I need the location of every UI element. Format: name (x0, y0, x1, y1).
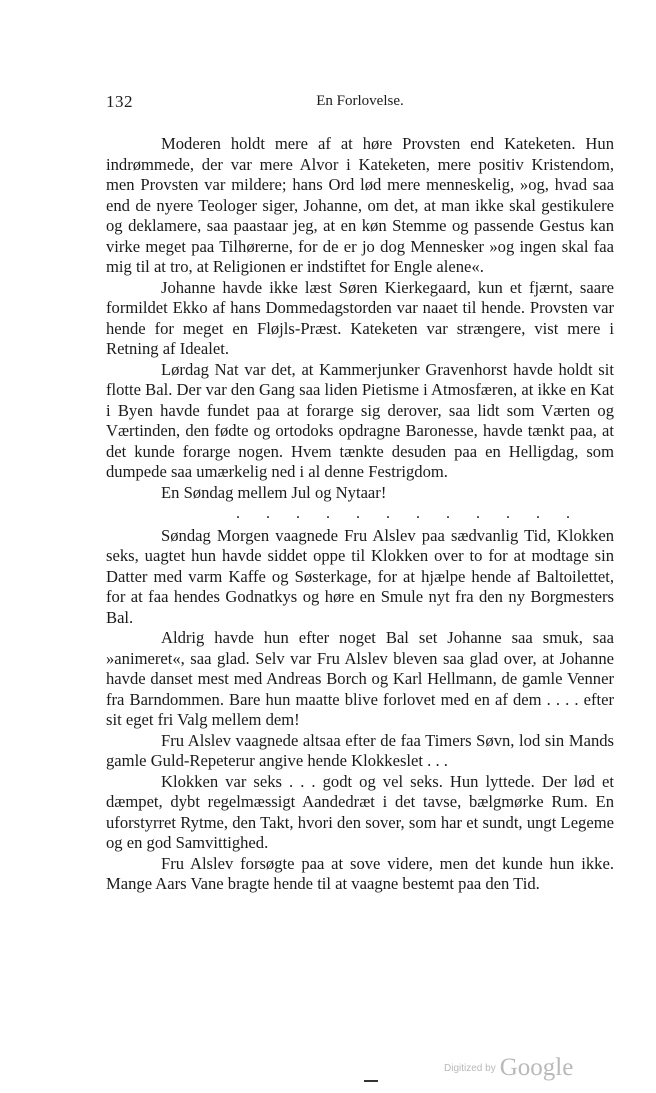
paragraph: Fru Alslev vaagnede altsaa efter de faa Timers Søvn, lod sin Mands gamle Guld-Repeterur angive hende Klokkeslet . . . (106, 730, 614, 770)
section-separator: . . . . . . . . . . . . (236, 505, 581, 522)
watermark-prefix: Digitized by (444, 1063, 496, 1074)
paragraph: Fru Alslev forsøgte paa at sove videre, men det kunde hun ikke. Mange Aars Vane bragte hende til at vaagne bestemt paa den Tid. (106, 853, 614, 893)
page-header (106, 92, 614, 118)
paragraph: Johanne havde ikke læst Søren Kierkegaard, kun et fjærnt, saare formildet Ekko af hans Dommedagstorden var naaet til hende. Provsten var hende for meget en Fløjls-Præst. Kateketen var strængere, vist mere i Retning af Idealet. (106, 277, 614, 358)
paragraph: Lørdag Nat var det, at Kammerjunker Gravenhorst havde holdt sit flotte Bal. Der var den Gang saa liden Pietisme i Atmosfæren, at ikke en Kat i Byen havde fundet paa at forarge sig derover, saa lidt som Værten og Værtinden, den fødte og ortodoks opdragne Baronesse, havde tænkt paa, at det kunde forarge nogen. Hvem tænkte desuden paa en Helligdag, som dumpede saa umærkelig ned i al denne Festrigdom. (106, 359, 614, 481)
paragraph: Moderen holdt mere af at høre Provsten end Kateketen. Hun indrømmede, der var mere Alvor i Kateketen, mere positiv Kristendom, men Provsten var mildere; hans Ord lød mere menneskelig, »og, hvad saa end de nyere Teologer siger, Johanne, om det, at man ikke skal gestikulere og deklamere, saa paastaar jeg, at en køn Stemme og passende Gestus kan virke meget paa Tilhørerne, for de er jo dog Mennesker »og ingen skal faa mig til at tro, at Religionen er indstiftet for Engle alene«. (106, 134, 614, 276)
page-number: 132 (106, 92, 133, 111)
text-body (106, 134, 614, 895)
paragraph: Klokken var seks . . . godt og vel seks. Hun lyttede. Der lød et dæmpet, dybt regelmæssigt Aandedræt i det tavse, bælgmørke Rum. En uforstyrret Rytme, den Takt, hvori den sover, som har et sundt, ungt Legeme og en god Samvittighed. (106, 771, 614, 852)
page-bottom-mark (364, 1080, 378, 1082)
google-logo: Google (499, 1054, 574, 1081)
paragraph: Aldrig havde hun efter noget Bal set Johanne saa smuk, saa »animeret«, saa glad. Selv var Fru Alslev bleven saa glad over, at Johanne havde danset mest med Andreas Borch og Karl Hellmann, de gamle Venner fra Barndommen. Bare hun maatte blive forlovet med en af dem . . . . efter sit eget fri Valg mellem dem! (106, 628, 614, 729)
digitized-watermark (444, 1054, 573, 1084)
paragraph: Søndag Morgen vaagnede Fru Alslev paa sædvanlig Tid, Klokken seks, uagtet hun havde siddet oppe til Klokken over to for at modtage sin Datter med varm Kaffe og Søsterkage, for at hjælpe hende af Baltoilettet, for at faa hendes Godnatkys og høre en Smule nyt fra den ny Borgmesters Bal. (106, 525, 614, 627)
paragraph: En Søndag mellem Jul og Nytaar! (161, 482, 387, 502)
running-title: En Forlovelse. (316, 93, 404, 109)
